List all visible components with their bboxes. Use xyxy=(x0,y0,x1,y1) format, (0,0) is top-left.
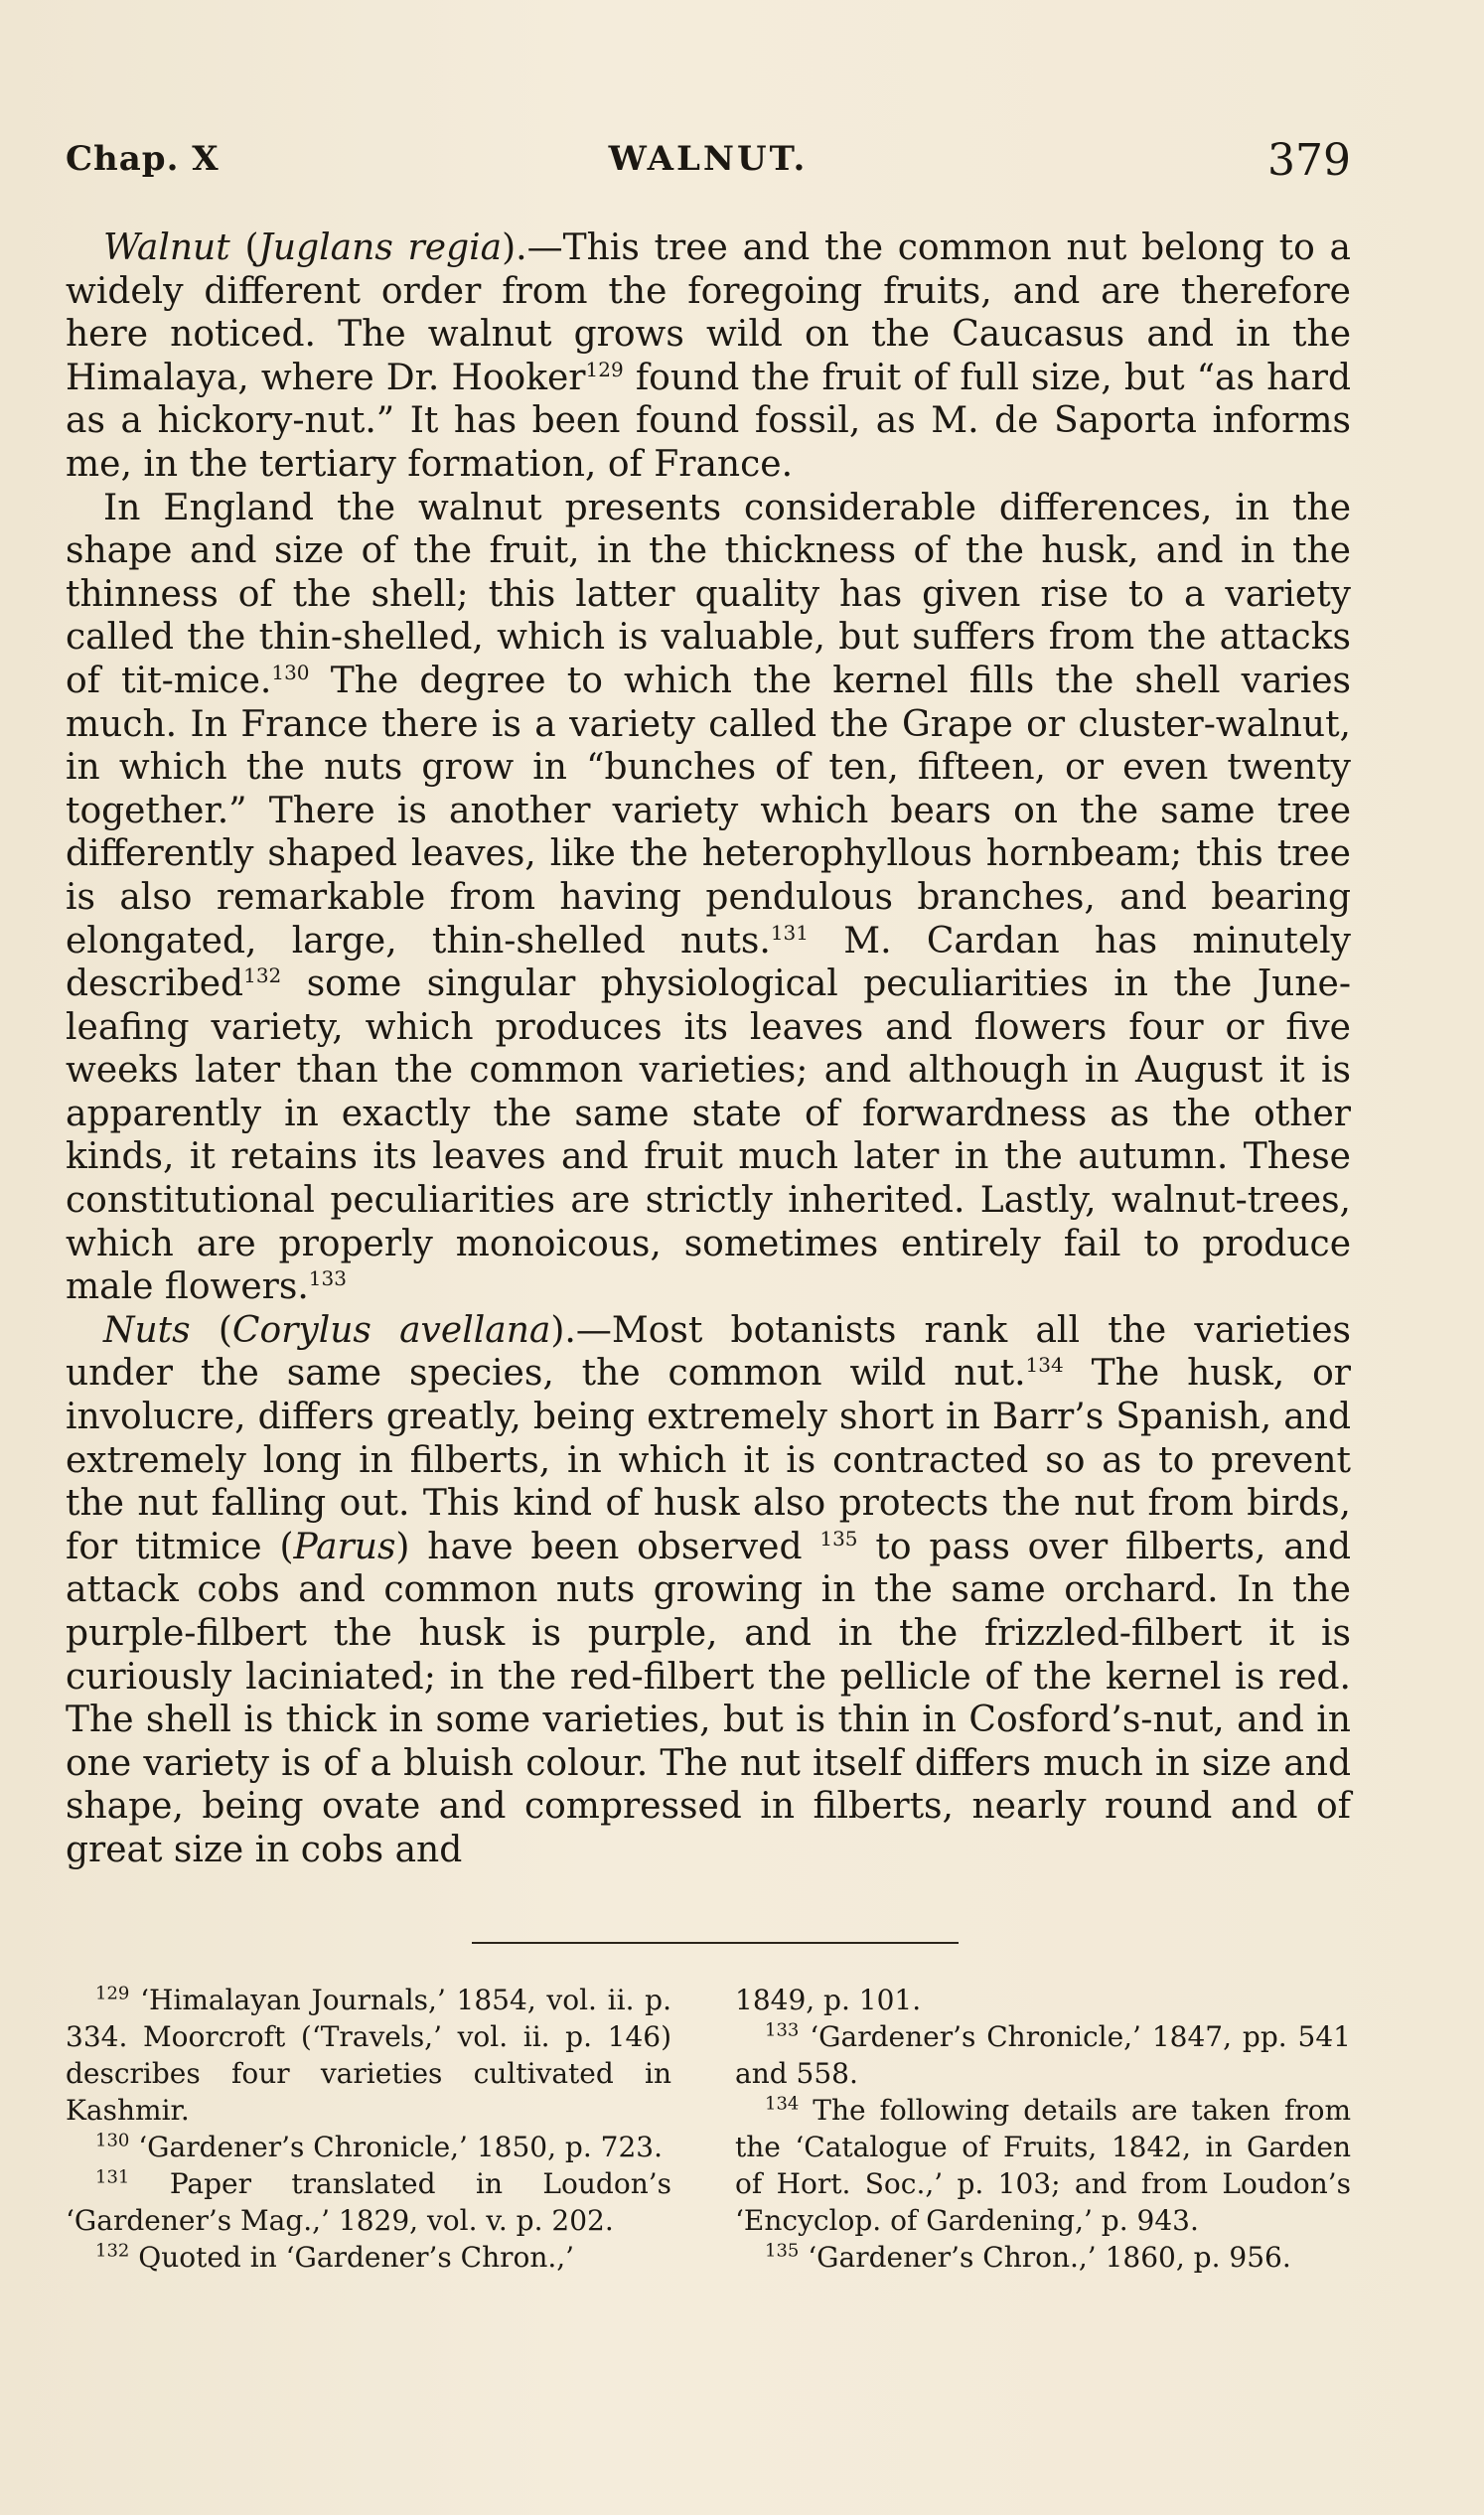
nuts-heading: Nuts xyxy=(103,1309,191,1351)
footnote-number: 129 xyxy=(95,1983,130,2004)
footnote-ref-131: 131 xyxy=(770,920,809,945)
footnote-133 xyxy=(735,2018,1351,2092)
footnote-number: 132 xyxy=(95,2240,130,2262)
main-text xyxy=(66,226,1351,1872)
footnote-135 xyxy=(735,2239,1351,2276)
footnotes-left-column xyxy=(66,1982,671,2276)
footnote-129 xyxy=(66,1982,671,2129)
paragraph-walnut-varieties xyxy=(66,487,1351,1309)
footnote-ref-133: 133 xyxy=(308,1266,347,1291)
footnote-text: ‘Gardener’s Chron.,’ 1860, p. 956. xyxy=(808,2241,1291,2274)
footnote-number: 135 xyxy=(765,2240,800,2262)
footnote-ref-135: 135 xyxy=(819,1526,858,1551)
nuts-text-b: The husk, or involucre, differs greatly, being extremely short in Barr’s Spanish, and extremely long in filberts, in which it is contracted so as to prevent the nut falling out. This kind of husk also protects the nut from birds, for titmice ( xyxy=(66,1353,1352,1567)
page-number: 379 xyxy=(1267,135,1351,186)
footnote-text: ‘Himalayan Journals,’ 1854, vol. ii. p. 334. Moorcroft (‘Travels,’ vol. ii. p. 146) describes four varieties cultivated in Kashmir. xyxy=(66,1984,672,2127)
nuts-latin-name: Corylus avellana xyxy=(231,1309,551,1351)
walnut-heading: Walnut xyxy=(103,227,230,268)
walnut-intro-text: This tree and the common nut belong to a widely different order from the foregoing fruits, and are therefore here noticed. The walnut grows wild on the Caucasus and in the Himalaya, where Dr. Hooker xyxy=(66,227,1351,398)
footnote-132 xyxy=(66,2239,671,2276)
footnote-text: Paper translated in Loudon’s ‘Gardener’s Mag.,’ 1829, vol. v. p. 202. xyxy=(66,2167,671,2237)
nuts-text-a: Most botanists rank all the varieties under the same species, the common wild nut. xyxy=(66,1309,1351,1395)
footnote-text: 1849, p. 101. xyxy=(735,1984,922,2016)
running-header xyxy=(66,129,1351,189)
footnote-number: 133 xyxy=(765,2019,800,2041)
page-title: WALNUT. xyxy=(608,139,809,179)
walnut-latin-name: Juglans regia xyxy=(258,227,503,268)
footnote-number: 134 xyxy=(765,2093,800,2115)
footnote-text: ‘Gardener’s Chronicle,’ 1847, pp. 541 and 558. xyxy=(735,2020,1351,2090)
footnote-number: 130 xyxy=(95,2130,130,2151)
footnote-ref-134: 134 xyxy=(1025,1353,1064,1378)
footnote-131 xyxy=(66,2165,671,2239)
footnote-ref-129: 129 xyxy=(585,357,624,381)
footnote-text: The following details are taken from the ‘Catalogue of Fruits, 1842, in Garden of Hort. Soc.,’ p. 103; and from Loudon’s ‘Encyclop. of Gardening,’ p. 943. xyxy=(735,2094,1352,2237)
walnut-varieties-text-d: some singular physiological peculiarities in the June-leafing variety, which produces its leaves and flowers four or five weeks later than the common varieties; and although in August it is apparently in exactly the same state of forwardness as the other kinds, it retains its leaves and fruit much later in the autumn. These constitutional peculiarities are strictly inherited. Lastly, walnut-trees, which are properly monoicous, sometimes entirely fail to produce male flowers. xyxy=(66,963,1351,1308)
footnote-130 xyxy=(66,2129,671,2165)
footnote-divider xyxy=(472,1942,959,1944)
walnut-varieties-text-a: In England the walnut presents considerable differences, in the shape and size of the fruit, in the thickness of the husk, and in the thinness of the shell; this latter quality has given rise to a variety called the thin-shelled, which is valuable, but suffers from the attacks of tit-mice. xyxy=(66,487,1351,701)
footnote-number: 131 xyxy=(95,2166,130,2188)
footnote-text: ‘Gardener’s Chronicle,’ 1850, p. 723. xyxy=(138,2131,663,2163)
footnote-132-continued xyxy=(735,1982,1351,2018)
parus-latin-name: Parus xyxy=(293,1526,396,1567)
walnut-varieties-text-c: M. Cardan has minutely described xyxy=(66,920,1352,1005)
footnote-ref-130: 130 xyxy=(271,660,310,684)
footnote-134 xyxy=(735,2092,1351,2239)
nuts-text-d: to pass over filberts, and attack cobs and common nuts growing in the same orchard. In the purple-filbert the husk is purple, and in the frizzled-filbert it is curiously laciniated; in the red-filbert the pellicle of the kernel is red. The shell is thick in some varieties, but is thin in Cosford’s-nut, and in one variety is of a bluish colour. The nut itself differs much in size and shape, being ovate and compressed in filberts, nearly round and of great size in cobs and xyxy=(66,1526,1351,1870)
footnotes-right-column xyxy=(735,1982,1351,2276)
walnut-intro-text-2: found the fruit of full size, but “as hard as a hickory-nut.” It has been found fossil, as M. de Saporta informs me, in the tertiary formation, of France. xyxy=(66,357,1352,485)
paragraph-nuts: Nuts (Corylus avellana).—Most botanists rank all the varieties under the same species, the common wild nut.$^{134}$ The husk, or involucre, differs greatly, being extremely short in Barr’s Spanish, and extremely long in filberts, in which it is contracted so as to prevent the nut falling out. This kind of husk also protects the nut from birds, for titmice (Parus) have been observed $^{135}$ to pass over filberts, and attack cobs and common nuts growing in the same orchard. In the purple-filbert the husk is purple, and in the frizzled-filbert it is curiously laciniated; in the red-filbert the pellicle of the kernel is red. The shell is thick in some varieties, but is thin in Cosford’s-nut, and in one variety is of a bluish colour. The nut itself differs much in size and shape, being ovate and compressed in filberts, nearly round and of great size in cobs and xyxy=(66,1309,1352,1870)
nuts-text-c: ) have been observed xyxy=(395,1526,803,1567)
footnote-text: Quoted in ‘Gardener’s Chron.,’ xyxy=(138,2241,575,2274)
walnut-varieties-text-b: The degree to which the kernel fills the shell varies much. In France there is a variety called the Grape or cluster-walnut, in which the nuts grow in “bunches of ten, fifteen, or even twenty together.” There is another variety which bears on the same tree differently shaped leaves, like the heterophyllous hornbeam; this tree is also remarkable from having pendulous branches, and bearing elongated, large, thin-shelled nuts. xyxy=(66,660,1351,962)
chapter-label: Chap. X xyxy=(66,139,220,179)
paragraph-walnut-intro: Walnut (Juglans regia).—This tree and the common nut belong to a widely different order from the foregoing fruits, and are therefore here noticed. The walnut grows wild on the Caucasus and in the Himalaya, where Dr. Hooker$^{129}$ found the fruit of full size, but “as hard as a hickory-nut.” It has been found fossil, as M. de Saporta informs me, in the tertiary formation, of France. xyxy=(66,227,1352,485)
footnote-ref-132: 132 xyxy=(243,963,282,988)
